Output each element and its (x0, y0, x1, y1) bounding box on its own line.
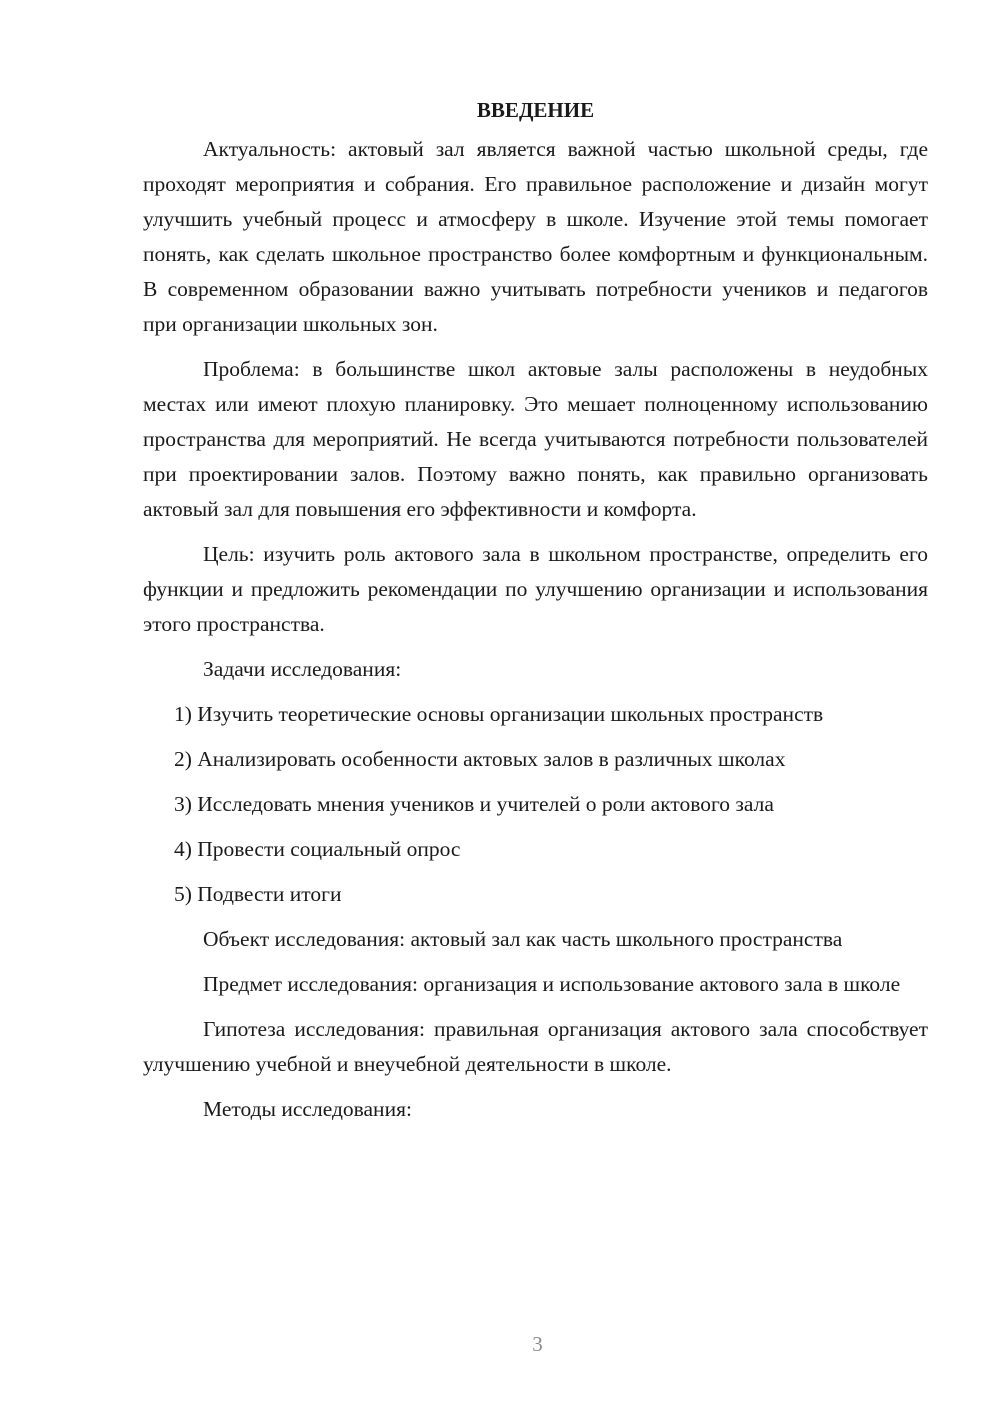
task-item-4: 4) Провести социальный опрос (174, 837, 461, 861)
paragraph-object: Объект исследования: актовый зал как часть школьного пространства (203, 927, 843, 951)
page-number: 3 (532, 1332, 543, 1356)
paragraph-relevance: Актуальность: актовый зал является важной частью школьной среды, где проходят мероприятия и собрания. Его правильное расположение и дизайн могут улучшить учебный процесс и атмосферу в школе. Изучение этой темы помогает понять, как сделать школьное пространство более комфортным и функциональным. В современном образовании важно учитывать потребности учеников и педагогов при организации школьных зон. (143, 137, 928, 336)
paragraph-subject: Предмет исследования: организация и использование актового зала в школе (203, 972, 901, 996)
task-item-5: 5) Подвести итоги (174, 882, 342, 906)
paragraph-tasks-heading: Задачи исследования: (203, 657, 402, 681)
paragraph-goal: Цель: изучить роль актового зала в школьном пространстве, определить его функции и предложить рекомендации по улучшению организации и использования этого пространства. (143, 542, 928, 636)
task-item-2: 2) Анализировать особенности актовых залов в различных школах (174, 747, 786, 771)
task-item-3: 3) Исследовать мнения учеников и учителей о роли актового зала (174, 792, 774, 816)
paragraph-hypothesis: Гипотеза исследования: правильная организация актового зала способствует улучшению учебной и внеучебной деятельности в школе. (143, 1017, 928, 1076)
task-item-1: 1) Изучить теоретические основы организации школьных пространств (174, 702, 824, 726)
paragraph-problem: Проблема: в большинстве школ актовые залы расположены в неудобных местах или имеют плохую планировку. Это мешает полноценному использованию пространства для мероприятий. Не всегда учитываются потребности пользователей при проектировании залов. Поэтому важно понять, как правильно организовать актовый зал для повышения его эффективности и комфорта. (143, 357, 928, 521)
paragraph-methods-heading: Методы исследования: (203, 1097, 412, 1121)
page-title: ВВЕДЕНИЕ (476, 98, 595, 122)
page-content (143, 92, 928, 1137)
